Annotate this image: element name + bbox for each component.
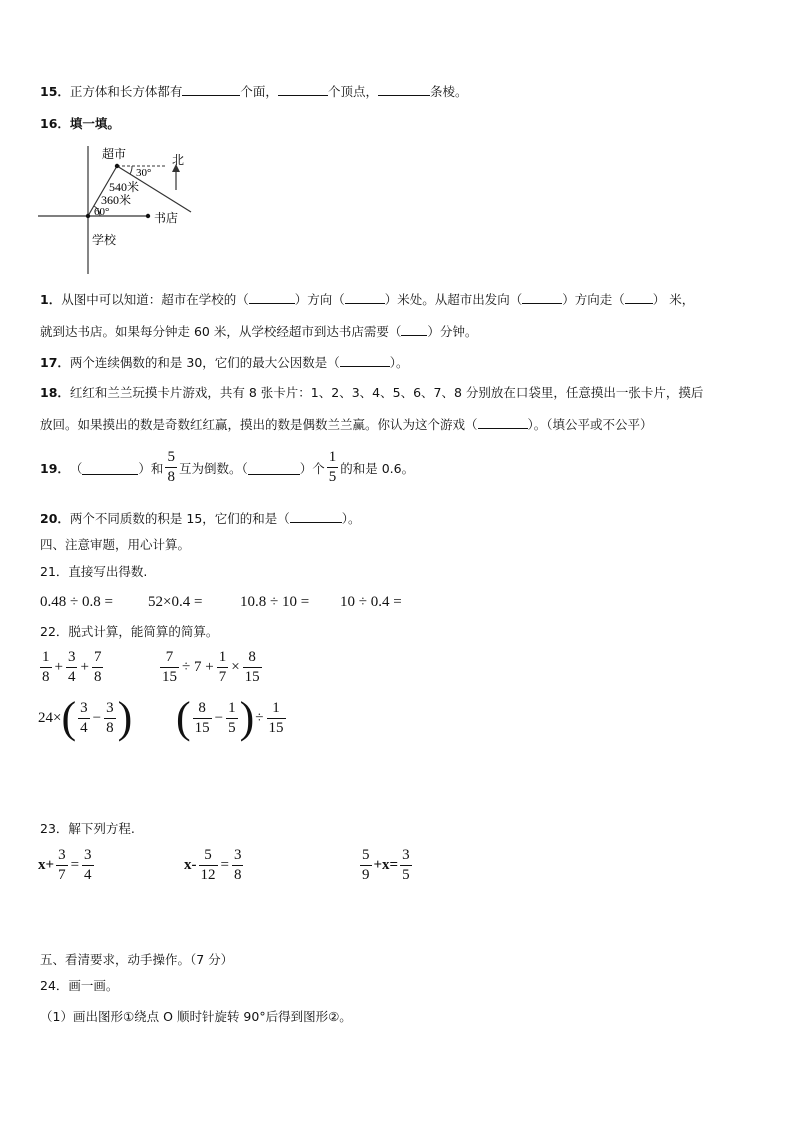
answer-blank[interactable]: [249, 290, 295, 304]
section-4-title: 四、注意审题，用心计算。: [40, 537, 191, 552]
answer-blank[interactable]: [82, 461, 138, 475]
q16-sub1-line1: 1．从图中可以知道：超市在学校的（ ）方向（ ）米处。从超市出发向（ ）方向走（ ） 米，: [40, 292, 695, 307]
school-point: [86, 214, 90, 218]
q24-title: 24．画一画。: [40, 978, 119, 993]
answer-blank[interactable]: [340, 353, 390, 367]
q23-equation-1: x+ $\frac{3}{7}$ = $\frac{3}{4}$: [38, 847, 92, 883]
q20-line: 20．两个不同质数的积是 15，它们的和是（ ）。: [40, 511, 361, 526]
fraction: $\frac{1}{5}$: [328, 449, 337, 485]
north-label: 北: [172, 153, 185, 167]
section-5-title: 五、看清要求，动手操作。（7 分）: [40, 952, 234, 967]
q22-expression-4: ( $\frac{8}{15}$ − $\frac{1}{5}$ ) ÷ $\frac{1}{15}$: [176, 693, 284, 742]
supermarket-point: [115, 164, 119, 168]
q21-item: 10.8 ÷ 10 =: [240, 594, 310, 610]
answer-blank[interactable]: [248, 461, 300, 475]
q15-line: 15．正方体和长方体都有 个面， 个顶点， 条棱。: [40, 84, 468, 99]
q21-title: 21．直接写出得数.: [40, 564, 148, 579]
q21-item: 0.48 ÷ 0.8 =: [40, 594, 113, 610]
q21-item: 10 ÷ 0.4 =: [340, 594, 402, 610]
q22-expression-3: 24× ( $\frac{3}{4}$ − $\frac{3}{8}$ ): [38, 693, 133, 742]
q17-line: 17．两个连续偶数的和是 30，它们的最大公因数是（ ）。: [40, 355, 409, 370]
bookstore-point: [146, 214, 150, 218]
q24-sub1: （1）画出图形①绕点 O 顺时针旋转 90°后得到图形②。: [40, 1009, 352, 1024]
angle-30-label: 30°: [136, 167, 152, 179]
answer-blank[interactable]: [478, 415, 528, 429]
answer-blank[interactable]: [625, 290, 653, 304]
q23-equation-2: x- $\frac{5}{12}$ = $\frac{3}{8}$: [184, 847, 242, 883]
bookstore-label: 书店: [154, 211, 179, 225]
answer-blank[interactable]: [378, 82, 430, 96]
q23-title: 23．解下列方程.: [40, 821, 135, 836]
fraction: $\frac{5}{8}$: [167, 449, 175, 485]
answer-blank[interactable]: [182, 82, 240, 96]
map-diagram: [36, 142, 206, 274]
answer-blank[interactable]: [522, 290, 562, 304]
answer-blank[interactable]: [290, 509, 342, 523]
distance-360-label: 360米: [101, 193, 132, 207]
school-label: 学校: [92, 233, 117, 247]
answer-blank[interactable]: [401, 322, 427, 336]
q16-title: 16．填一填。: [40, 116, 120, 131]
q18-line2: 放回。如果摸出的数是奇数红红赢，摸出的数是偶数兰兰赢。你认为这个游戏（ ）。（填公平或不公平）: [40, 417, 653, 432]
q22-title: 22．脱式计算，能简算的简算。: [40, 624, 219, 639]
q21-item: 52×0.4 =: [148, 594, 203, 610]
angle-60-label: 60°: [94, 206, 110, 218]
q23-equation-3: $\frac{5}{9}$ +x= $\frac{3}{5}$: [362, 847, 410, 883]
answer-blank[interactable]: [278, 82, 328, 96]
q22-expression-1: $\frac{1}{8}$ + $\frac{3}{4}$ + $\frac{7}{8}$: [42, 649, 102, 685]
answer-blank[interactable]: [345, 290, 385, 304]
q19-line: 19． （ ）和 $\frac{5}{8}$ 互为倒数。（ ）个 $\frac{1}{5}$ 的和是 0.6。: [40, 449, 415, 485]
distance-540-label: 540米: [109, 180, 140, 194]
q18-line1: 18．红红和兰兰玩摸卡片游戏，共有 8 张卡片：1、2、3、4、5、6、7、8 分别放在口袋里，任意摸出一张卡片，摸后: [40, 385, 704, 400]
q22-expression-2: $\frac{7}{15}$ ÷ 7 + $\frac{1}{7}$ × $\frac{8}{15}$: [162, 649, 260, 685]
q16-sub1-line2: 就到达书店。如果每分钟走 60 米，从学校经超市到达书店需要（ ）分钟。: [40, 324, 478, 339]
supermarket-label: 超市: [102, 147, 127, 161]
